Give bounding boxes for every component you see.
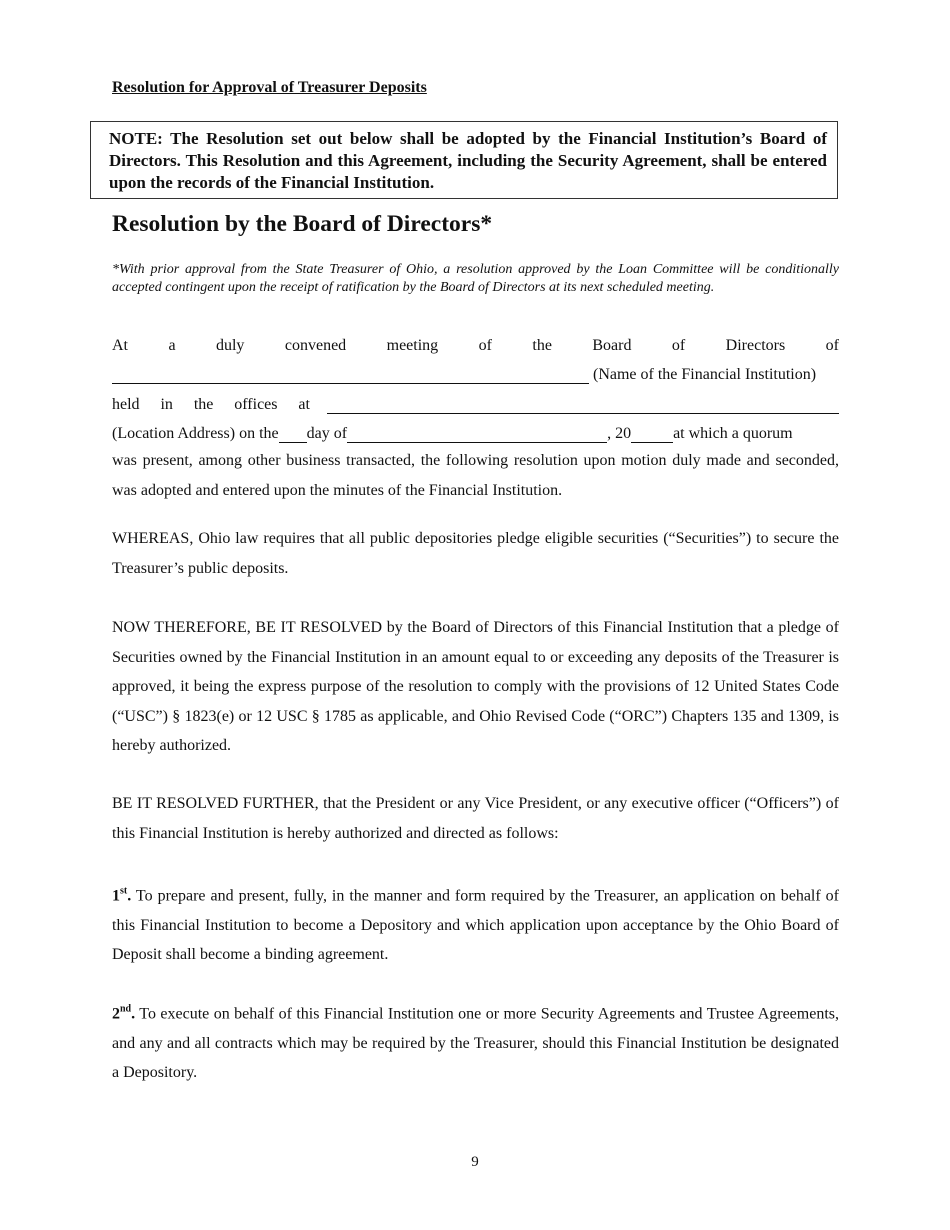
item-ordinal: st [120, 886, 128, 897]
word: at [298, 396, 310, 413]
word: the [193, 396, 214, 413]
word: convened [284, 337, 347, 354]
location-address-label: (Location Address) [112, 425, 236, 442]
resolved-further-paragraph: BE IT RESOLVED FURTHER, that the President or any Vice President, or any executive officer (“Officers”) of this Financial Institution is hereby authorized and directed as follows: [112, 795, 839, 842]
item-text: To execute on behalf of this Financial Institution one or more Security Agreements and Trustee Agreements, and any and all contracts which may be required by the Treasurer, should this Financial Institution be designated a Depository. [112, 1005, 839, 1082]
note-box: NOTE: The Resolution set out below shall be adopted by the Financial Institution’s Board of Directors. This Resolution and this Agreement, including the Security Agreement, shall be entered upon the records of the Financial Institution. [90, 121, 838, 199]
item-ordinal: nd [120, 1004, 132, 1015]
whereas-paragraph: WHEREAS, Ohio law requires that all public depositories pledge eligible securities (“Securities”) to secure the Treasurer’s public deposits. [112, 530, 839, 577]
institution-name-blank[interactable] [112, 367, 589, 384]
institution-name-line [112, 360, 839, 384]
day-of-text: day of [306, 425, 348, 442]
item-first [112, 877, 839, 970]
item-dot: . [131, 1005, 136, 1023]
date-line [112, 419, 839, 443]
quorum-text: at which a quorum [673, 425, 793, 442]
word: At [112, 337, 128, 354]
word: a [168, 337, 176, 354]
item-text: To prepare and present, fully, in the manner and form required by the Treasurer, an application on behalf of this Financial Institution to become a Depository and which application upon acceptance by the Ohio Board of Deposit shall become a binding agreement. [112, 887, 839, 964]
approval-footnote: *With prior approval from the State Treasurer of Ohio, a resolution approved by the Loan Committee will be conditionally accepted contingent upon the receipt of ratification by the Board of Directors at its next scheduled meeting. [112, 262, 839, 295]
page-number: 9 [471, 1154, 479, 1170]
word: Directors [725, 337, 786, 354]
resolution-title: Resolution by the Board of Directors* [112, 211, 493, 237]
item-second [112, 995, 839, 1088]
offices-line [112, 390, 839, 414]
word: meeting [386, 337, 439, 354]
year-blank[interactable] [631, 426, 673, 443]
on-the-text: on the [239, 425, 279, 442]
word: of [478, 337, 492, 354]
word: Board [592, 337, 632, 354]
item-dot: . [127, 887, 132, 905]
month-blank[interactable] [347, 426, 607, 443]
day-blank[interactable] [279, 426, 307, 443]
word: offices [234, 396, 278, 413]
now-therefore-paragraph: NOW THEREFORE, BE IT RESOLVED by the Board of Directors of this Financial Institution that a pledge of Securities owned by the Financial Institution in an amount equal to or exceeding any deposits of the Treasurer is approved, it being the express purpose of the resolution to comply with the provisions of 12 United States Code (“USC”) § 1823(e) or 12 USC § 1785 as applicable, and Ohio Revised Code (“ORC”) Chapters 135 and 1309, is hereby authorized. [112, 619, 839, 754]
year-prefix: , 20 [607, 425, 632, 442]
meeting-line [112, 331, 839, 355]
word: of [671, 337, 686, 354]
word: the [532, 337, 552, 354]
document-heading: Resolution for Approval of Treasurer Deposits [112, 79, 427, 96]
word: of [825, 337, 839, 354]
word: duly [215, 337, 245, 354]
item-number: 1 [112, 887, 120, 905]
meeting-continuation: was present, among other business transacted, the following resolution upon motion duly made and seconded, was adopted and entered upon the minutes of the Financial Institution. [112, 452, 839, 499]
institution-name-label: (Name of the Financial Institution) [593, 366, 817, 383]
word: in [160, 396, 173, 413]
word: held [112, 396, 140, 413]
office-location-blank[interactable] [327, 397, 839, 414]
item-number: 2 [112, 1005, 120, 1023]
